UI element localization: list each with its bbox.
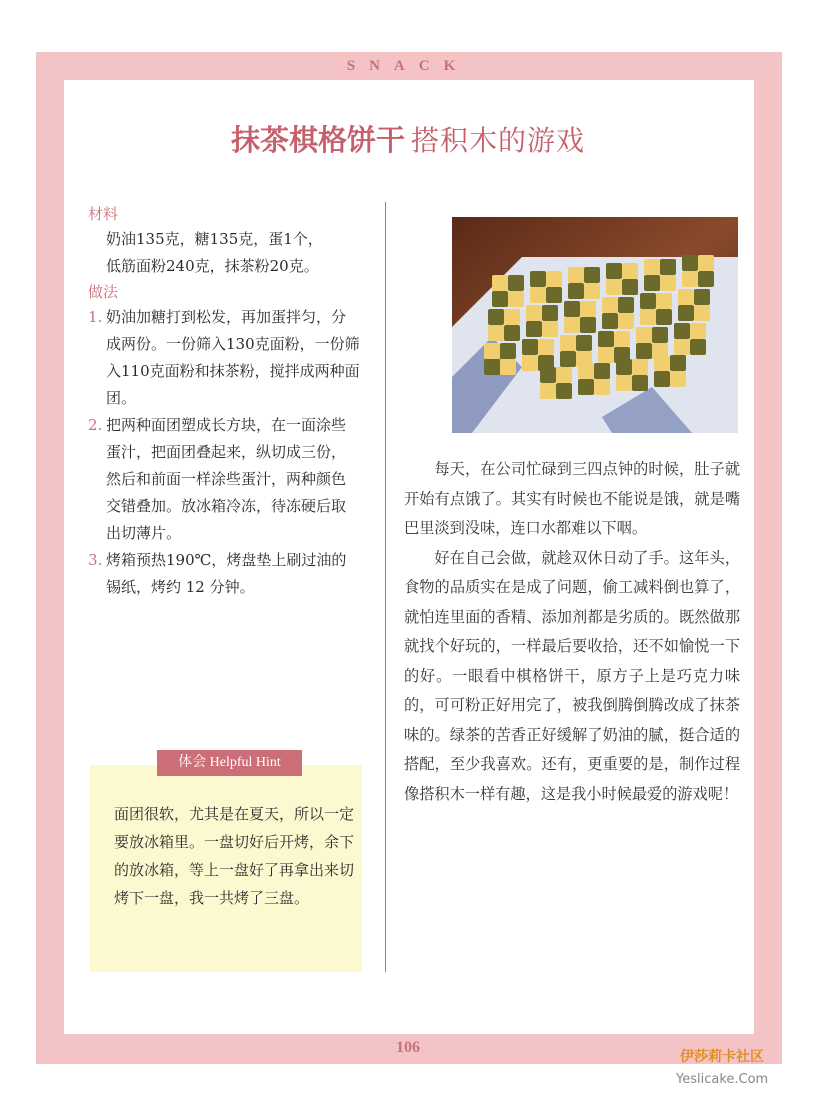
cookie-square (616, 375, 632, 391)
cookie-square (546, 287, 562, 303)
cookie-square (500, 343, 516, 359)
cookie-square (682, 271, 698, 287)
cookie-square (660, 275, 676, 291)
section-header: SNACK (346, 58, 470, 74)
cookie-square (656, 309, 672, 325)
cookie-square (560, 351, 576, 367)
cookie-square (546, 271, 562, 287)
cookie-square (678, 289, 694, 305)
cookie-square (602, 313, 618, 329)
cookie-square (636, 327, 652, 343)
cookie-square (540, 367, 556, 383)
hint-text: 面团很软，尤其是在夏天，所以一定要放冰箱里。一盘切好后开烤，余下的放冰箱，等上一盘好了再拿出来切烤下一盘，我一共烤了三盘。 (114, 805, 355, 907)
cookie-square (682, 255, 698, 271)
step-number: 1. (88, 308, 103, 326)
cookie-square (508, 275, 524, 291)
cookie-square (678, 305, 694, 321)
cookie-square (556, 367, 572, 383)
cookie-square (500, 359, 516, 375)
cookie-square (578, 379, 594, 395)
cookie-square (598, 331, 614, 347)
cookie-square (526, 321, 542, 337)
cookie-square (580, 301, 596, 317)
cookie-square (640, 293, 656, 309)
method-heading: 做法 (88, 283, 119, 301)
cookie-square (492, 291, 508, 307)
cookie-square (606, 263, 622, 279)
cookie-square (488, 325, 504, 341)
watermark-en: Yeslicake.Com (676, 1072, 769, 1087)
cookie-square (542, 305, 558, 321)
cookie-square (594, 379, 610, 395)
materials-line: 低筋面粉240克，抹茶粉20克。 (106, 257, 319, 275)
cookie-square (504, 325, 520, 341)
cookie-square (670, 371, 686, 387)
cookie-square (564, 317, 580, 333)
column-divider (385, 202, 386, 972)
cookie-square (654, 355, 670, 371)
cookie-square (540, 383, 556, 399)
cookie-square (640, 309, 656, 325)
cookie-square (580, 317, 596, 333)
step-text: 奶油加糖打到松发，再加蛋拌匀，分成两份。一份筛入130克面粉，一份筛入110克面粉和抹茶粉，搅拌成两种面团。 (106, 308, 360, 407)
cookie-square (598, 347, 614, 363)
cookie-square (508, 291, 524, 307)
materials-heading: 材料 (88, 205, 119, 223)
cookie-square (690, 323, 706, 339)
cookie-square (694, 289, 710, 305)
cookie-square (690, 339, 706, 355)
cookie-square (674, 323, 690, 339)
cookie-square (568, 283, 584, 299)
cookie-square (636, 343, 652, 359)
cookie-square (530, 287, 546, 303)
method-step (88, 412, 360, 547)
step-number: 2. (88, 416, 103, 434)
cookie-square (622, 263, 638, 279)
materials-list (88, 226, 360, 280)
cookie-square (560, 335, 576, 351)
cookie-square (644, 275, 660, 291)
method-steps (88, 304, 360, 601)
cookie-square (530, 271, 546, 287)
cookie-square (616, 359, 632, 375)
cookie-square (542, 321, 558, 337)
cookie-square (670, 355, 686, 371)
cookie-square (584, 267, 600, 283)
cookie-square (484, 359, 500, 375)
cookie-square (522, 355, 538, 371)
hint-tag: 体会 Helpful Hint (157, 750, 302, 776)
cookie-square (492, 275, 508, 291)
cookie-photo (452, 217, 738, 433)
cookie-square (632, 375, 648, 391)
essay-paragraph: 好在自己会做，就趁双休日动了手。这年头，食物的品质实在是成了问题，偷工减料倒也算了，就怕连里面的香精、添加剂都是劣质的。既然做那就找个好玩的，一样最后要收拾，还不如愉悦一下的好。一眼看中棋格饼干，原方子上是巧克力味的，可可粉正好用完了，被我倒腾倒腾改成了抹茶味的。绿茶的苦香正好缓解了奶油的腻，挺合适的搭配，至少我喜欢。还有，更重要的是，制作过程像搭积木一样有趣，这是我小时候最爱的游戏呢！ (404, 548, 740, 803)
cookie-square (656, 293, 672, 309)
cookie-square (632, 359, 648, 375)
cookie-square (674, 339, 690, 355)
cookie-square (618, 297, 634, 313)
cookie-square (622, 279, 638, 295)
cookie-square (660, 259, 676, 275)
cookie-square (618, 313, 634, 329)
cookie-square (644, 259, 660, 275)
cookie-square (504, 309, 520, 325)
page-number: 106 (396, 1039, 420, 1056)
cookie-square (522, 339, 538, 355)
cookie-square (578, 363, 594, 379)
page-title (0, 118, 816, 159)
cookie-square (538, 339, 554, 355)
title-sub: 搭积木的游戏 (411, 124, 586, 157)
cookie-square (576, 335, 592, 351)
step-text: 烤箱预热190℃，烤盘垫上刷过油的锡纸，烤约 12 分钟。 (106, 551, 347, 596)
cookie-square (488, 309, 504, 325)
materials-line: 奶油135克，糖135克，蛋1个， (106, 230, 323, 248)
essay (404, 455, 740, 809)
cookie-square (694, 305, 710, 321)
method-step (88, 547, 360, 601)
step-number: 3. (88, 551, 103, 569)
cookie-square (614, 331, 630, 347)
recipe-column (88, 202, 360, 601)
cookie-square (564, 301, 580, 317)
cookie-square (654, 371, 670, 387)
cookie-square (606, 279, 622, 295)
step-text: 把两种面团塑成长方块，在一面涂些蛋汁，把面团叠起来，纵切成三份，然后和前面一样涂些蛋汁，两种颜色交错叠加。放冰箱冷冻，待冻硬后取出切薄片。 (106, 416, 347, 542)
cookie-square (698, 255, 714, 271)
cookie-square (602, 297, 618, 313)
cookie-square (698, 271, 714, 287)
title-main: 抹茶棋格饼干 (230, 123, 405, 157)
cookie-square (484, 343, 500, 359)
cookie-square (556, 383, 572, 399)
cookie-square (652, 327, 668, 343)
essay-paragraph: 每天，在公司忙碌到三四点钟的时候，肚子就开始有点饿了。其实有时候也不能说是饿，就是嘴巴里淡到没味，连口水都难以下咽。 (404, 460, 740, 537)
cookie-square (568, 267, 584, 283)
method-step (88, 304, 360, 412)
cookie-square (526, 305, 542, 321)
watermark-cn: 伊莎莉卡社区 (680, 1049, 764, 1065)
cookie-square (584, 283, 600, 299)
cookie-square (594, 363, 610, 379)
